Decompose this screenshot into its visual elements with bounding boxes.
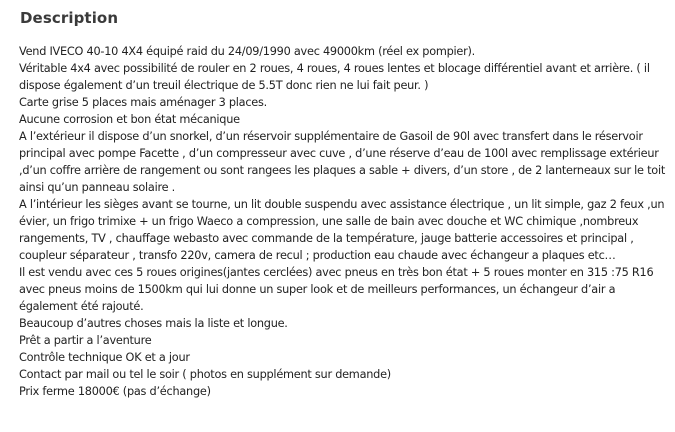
description-paragraph: A l’extérieur il dispose d’un snorkel, d’un réservoir supplémentaire de Gasoil de 90l avec transfert dans le réservoir principal avec pompe Facette , d’un compresseur avec cuve , d’une réserve d’eau de 100l avec remplissage extérieur ,d’un coffre arrière de rangement ou sont rangees les plaques a sable + divers, d’un store , de 2 lanterneaux sur le toit ainsi qu’un panneau solaire .: [19, 130, 666, 194]
description-paragraph: Beaucoup d’autres choses mais la liste et longue.: [19, 317, 288, 330]
description-paragraph: Véritable 4x4 avec possibilité de rouler en 2 roues, 4 roues, 4 roues lentes et blocage différentiel avant et arrière. ( il dispose également d’un treuil électrique de 5.5T donc rien ne lui fait peur. ): [19, 62, 650, 92]
description-paragraph: Prix ferme 18000€ (pas d’échange): [19, 385, 211, 398]
description-paragraph: Aucune corrosion et bon état mécanique: [19, 113, 240, 126]
description-paragraph: Carte grise 5 places mais aménager 3 places.: [19, 96, 267, 109]
description-paragraph: A l’intérieur les sièges avant se tourne, un lit double suspendu avec assistance électrique , un lit simple, gaz 2 feux ,un évier, un frigo trimixe + un frigo Waeco a compression, une salle de bain avec douche et WC chimique ,nombreux rangements, TV , chauffage webasto avec commande de la température, jauge batterie accessoires et principal , coupleur séparateur , transfo 220v, camera de recul ; production eau chaude avec échangeur a plaques etc…: [19, 198, 665, 262]
description-body: [19, 43, 669, 400]
description-paragraph: Contrôle technique OK et a jour: [19, 351, 190, 364]
description-paragraph: Il est vendu avec ces 5 roues origines(jantes cerclées) avec pneus en très bon état + 5 roues monter en 315 :75 R16 avec pneus moins de 1500km qui lui donne un super look et de meilleurs performances, un échangeur d’air a également été rajouté.: [19, 266, 654, 313]
description-heading: Description: [20, 9, 119, 27]
description-paragraph: Vend IVECO 40-10 4X4 équipé raid du 24/09/1990 avec 49000km (réel ex pompier).: [19, 45, 476, 58]
description-paragraph: Contact par mail ou tel le soir ( photos en supplément sur demande): [19, 368, 391, 381]
description-paragraph: Prêt a partir a l’aventure: [19, 334, 152, 347]
